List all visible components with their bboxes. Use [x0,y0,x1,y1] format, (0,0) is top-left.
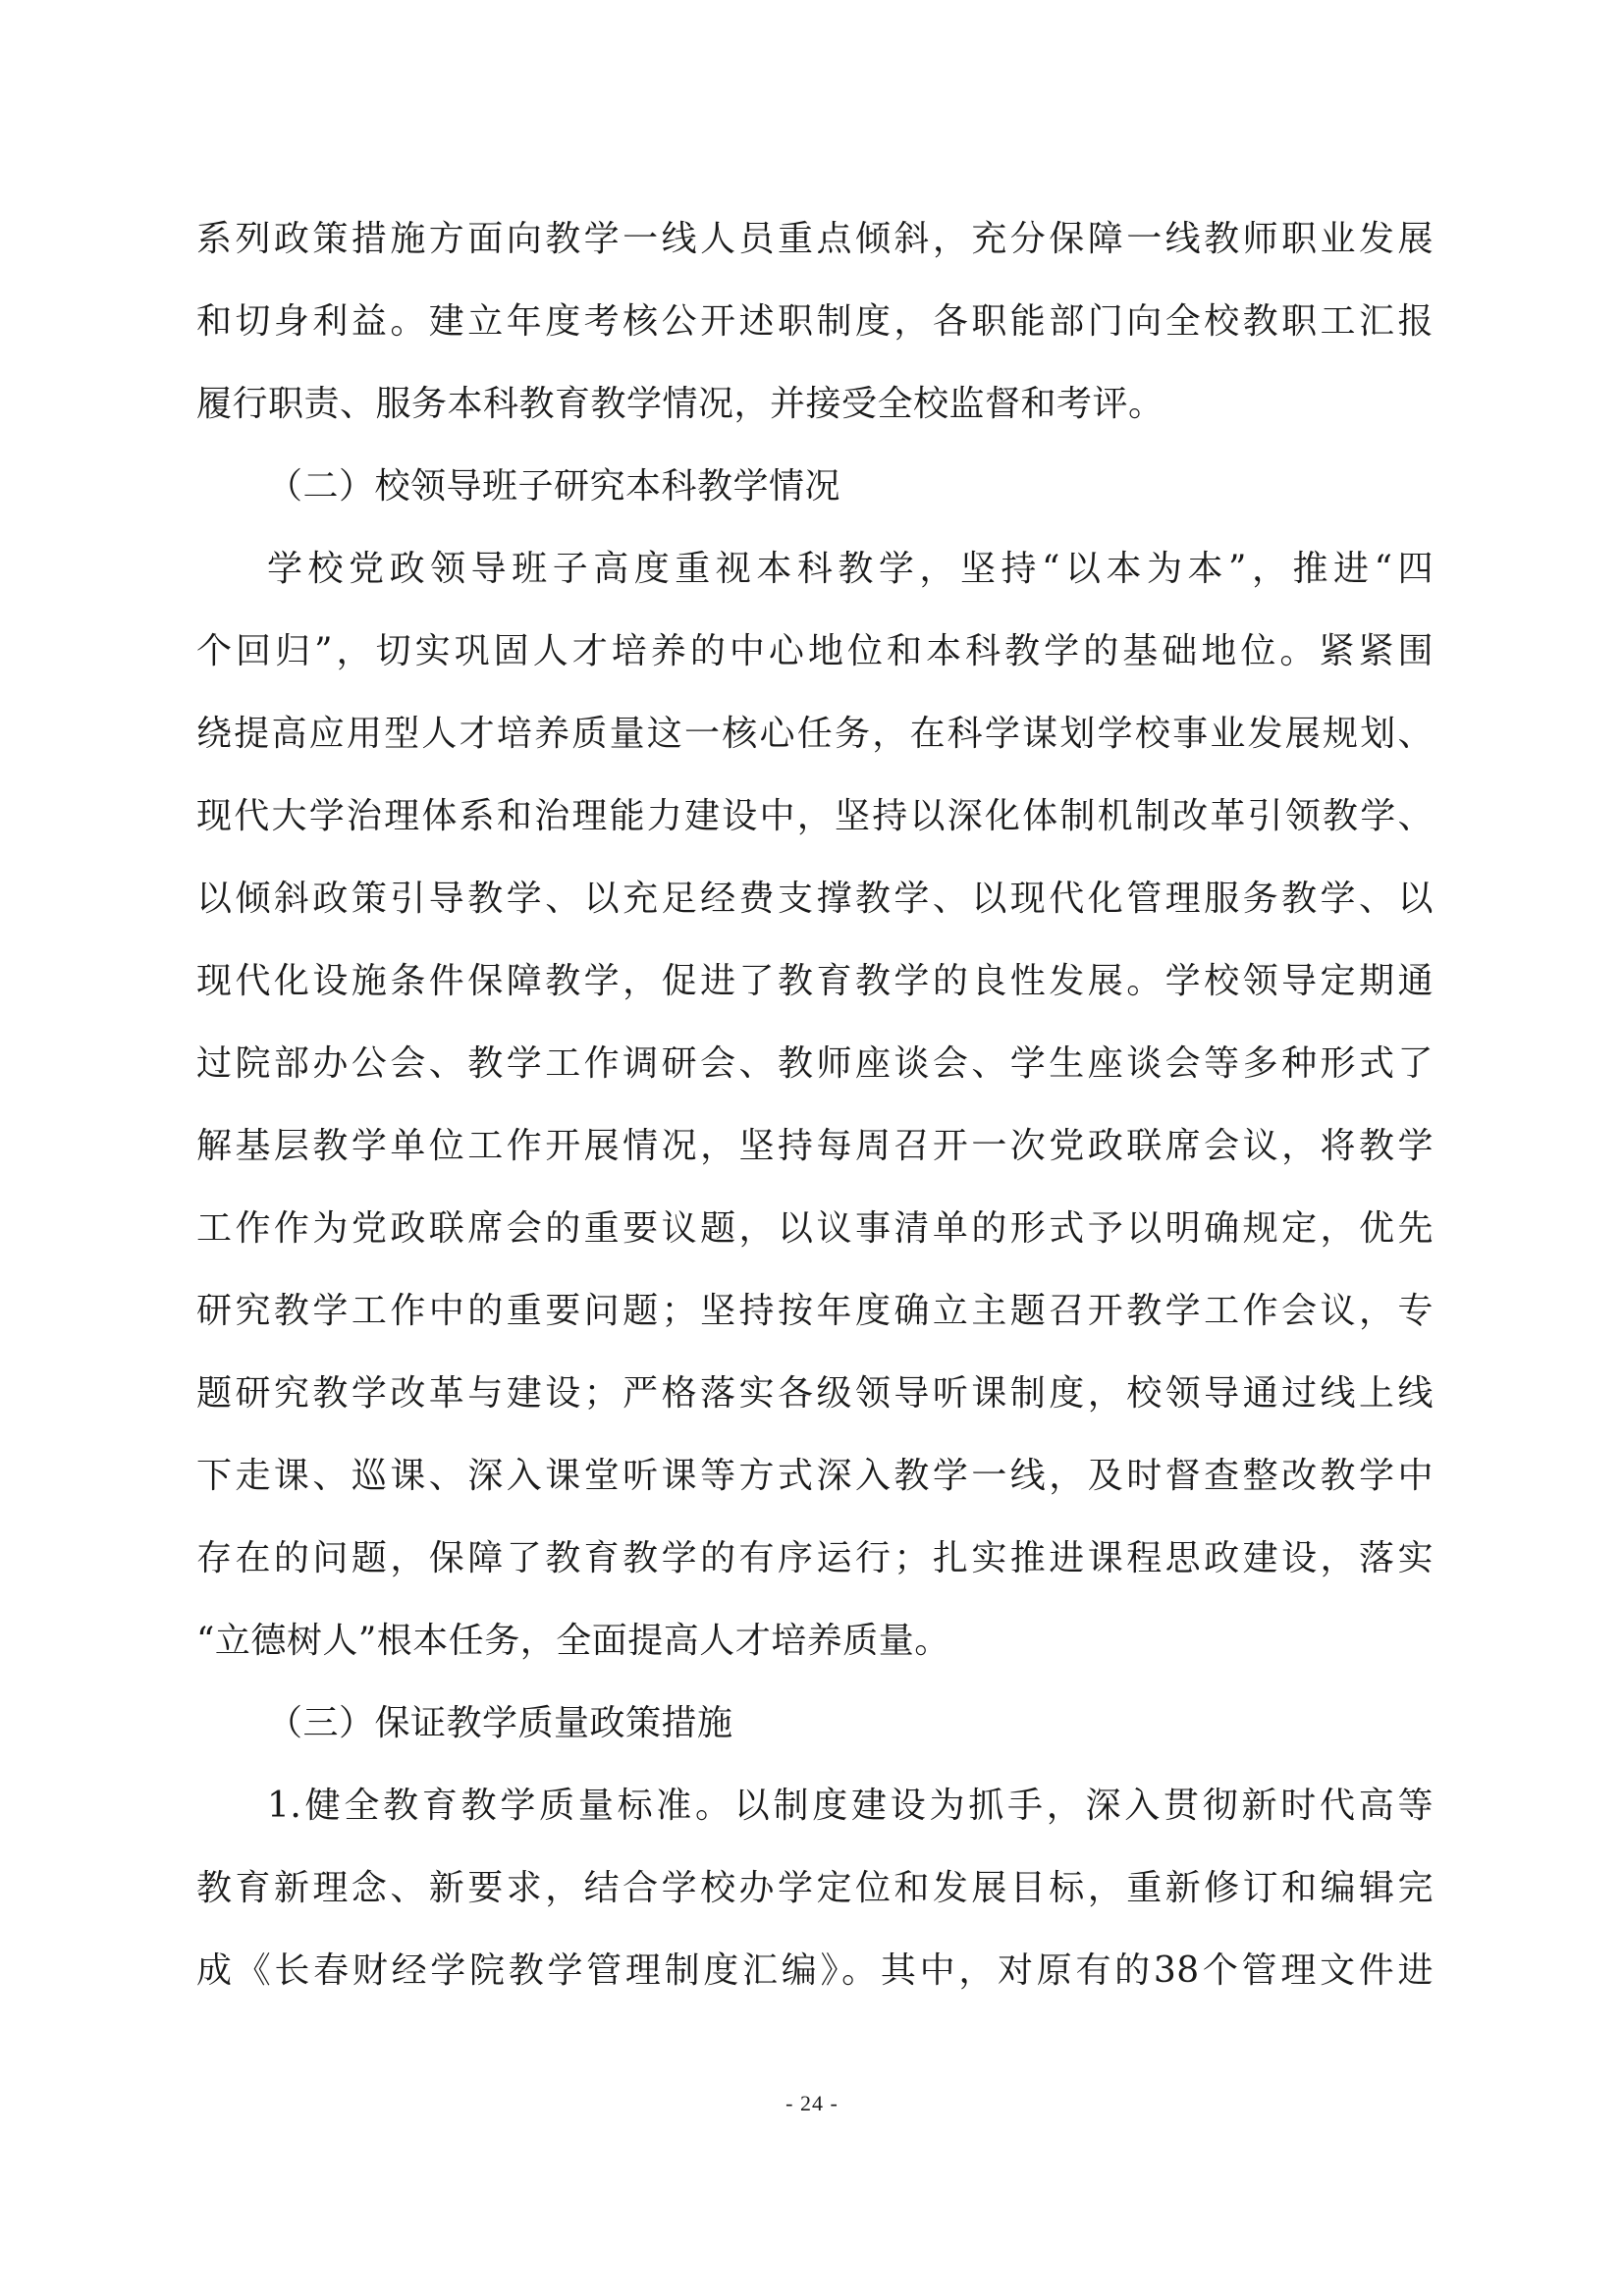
body-text-line: 1.健全教育教学质量标准。以制度建设为抓手，深入贯彻新时代高等 [267,1786,1434,1826]
body-text-line: 下走课、巡课、深入课堂听课等方式深入教学一线，及时督查整改教学中 [196,1456,1434,1496]
section-heading: （二）校领导班子研究本科教学情况 [267,466,841,507]
page-number: - 24 - [785,2091,839,2115]
body-text-line: “立德树人”根本任务，全面提高人才培养质量。 [196,1621,950,1661]
body-text-line: 教育新理念、新要求，结合学校办学定位和发展目标，重新修订和编辑完 [196,1868,1434,1908]
section-heading: （三）保证教学质量政策措施 [267,1703,733,1743]
body-text-line: 履行职责、服务本科教育教学情况，并接受全校监督和考评。 [196,384,1164,424]
body-text-line: 题研究教学改革与建设；严格落实各级领导听课制度，校领导通过线上线 [196,1373,1434,1414]
body-text-line: 个回归”，切实巩固人才培养的中心地位和本科教学的基础地位。紧紧围 [196,631,1434,671]
body-text-line: 以倾斜政策引导教学、以充足经费支撑教学、以现代化管理服务教学、以 [196,879,1434,919]
body-text-line: 成《长春财经学院教学管理制度汇编》。其中，对原有的38个管理文件进 [196,1950,1434,1991]
body-text-line: 解基层教学单位工作开展情况，坚持每周召开一次党政联席会议，将教学 [196,1126,1434,1166]
body-text-line: 过院部办公会、教学工作调研会、教师座谈会、学生座谈会等多种形式了 [196,1043,1434,1084]
body-text-line: 学校党政领导班子高度重视本科教学，坚持“以本为本”，推进“四 [267,549,1434,589]
body-text-line: 研究教学工作中的重要问题；坚持按年度确立主题召开教学工作会议，专 [196,1291,1434,1331]
body-text-line: 和切身利益。建立年度考核公开述职制度，各职能部门向全校教职工汇报 [196,301,1434,342]
body-text-line: 存在的问题，保障了教育教学的有序运行；扎实推进课程思政建设，落实 [196,1538,1434,1578]
body-text-line: 绕提高应用型人才培养质量这一核心任务，在科学谋划学校事业发展规划、 [196,714,1434,754]
body-text-line: 工作作为党政联席会的重要议题，以议事清单的形式予以明确规定，优先 [196,1208,1434,1249]
body-text-line: 现代化设施条件保障教学，促进了教育教学的良性发展。学校领导定期通 [196,961,1434,1001]
body-text-line: 现代大学治理体系和治理能力建设中，坚持以深化体制机制改革引领教学、 [196,796,1434,836]
body-text-line: 系列政策措施方面向教学一线人员重点倾斜，充分保障一线教师职业发展 [196,219,1434,259]
